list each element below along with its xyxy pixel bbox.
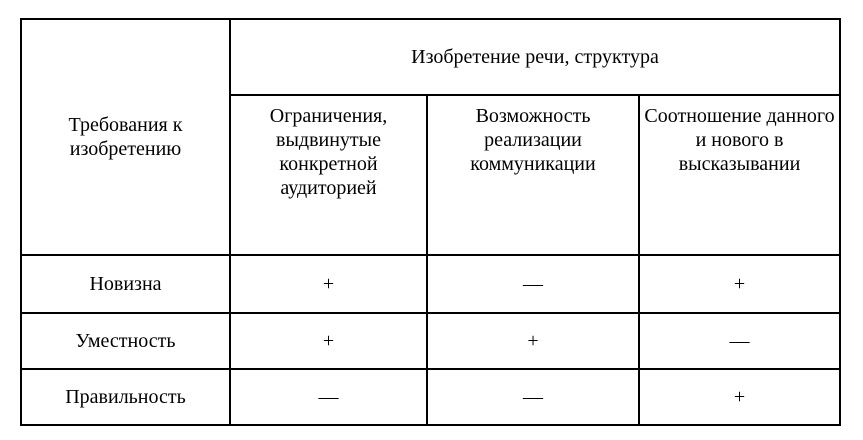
row-label-cell — [21, 313, 230, 369]
cell-mark: + — [733, 386, 746, 408]
cell-mark: — — [523, 273, 543, 295]
table-cell — [639, 369, 840, 425]
cell-mark: — — [523, 386, 543, 408]
row-label: Новизна — [89, 273, 162, 295]
cell-mark: — — [318, 386, 339, 408]
row-label: Правильность — [65, 386, 186, 408]
column-header-1: Ограничения, выдвинутые конкретной аудиторией — [269, 105, 388, 199]
cell-mark: + — [527, 330, 539, 352]
table-cell — [230, 255, 427, 313]
table-row — [21, 313, 840, 369]
column-header-cell — [639, 95, 840, 255]
cell-mark: + — [733, 273, 746, 295]
row-label: Уместность — [75, 330, 176, 352]
column-header-2: Возможность реализации коммуникации — [470, 105, 596, 175]
cell-mark: + — [322, 273, 335, 295]
table-cell — [427, 313, 639, 369]
column-header-3: Соотношение данного и нового в высказывании — [644, 105, 835, 175]
requirements-table — [20, 18, 841, 426]
table-cell — [639, 313, 840, 369]
table-cell — [230, 313, 427, 369]
table-row — [21, 255, 840, 313]
column-header-cell — [230, 95, 427, 255]
row-header-title-cell — [21, 19, 230, 255]
cell-mark: — — [729, 330, 750, 352]
row-label-cell — [21, 255, 230, 313]
table-cell — [230, 369, 427, 425]
group-header-title: Изобретение речи, структура — [411, 46, 659, 68]
table-cell — [639, 255, 840, 313]
cell-mark: + — [322, 330, 335, 352]
header-row-group — [21, 19, 840, 95]
group-header-cell — [230, 19, 840, 95]
row-label-cell — [21, 369, 230, 425]
column-header-cell — [427, 95, 639, 255]
table-row — [21, 369, 840, 425]
row-header-title: Требования к изобретению — [68, 114, 183, 160]
table-cell — [427, 369, 639, 425]
requirements-table-container — [20, 18, 841, 426]
table-cell — [427, 255, 639, 313]
